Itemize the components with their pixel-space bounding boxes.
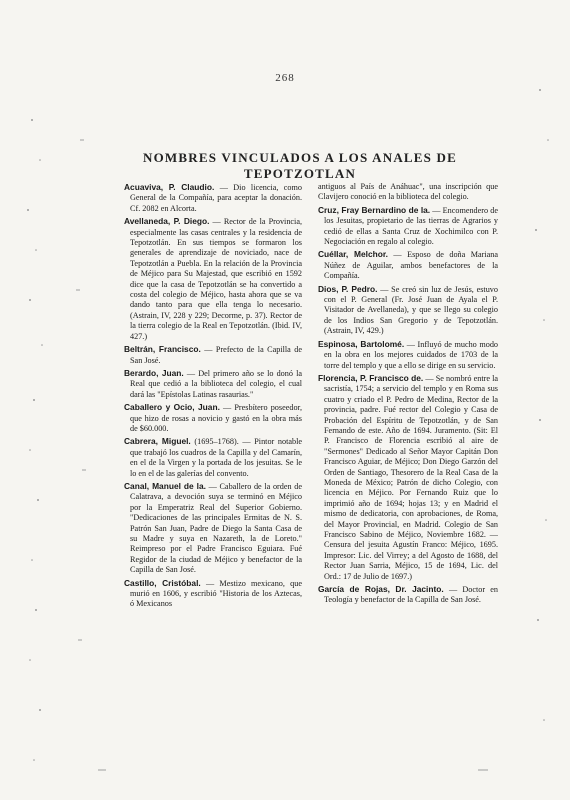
- entry-text: — Encomendero de los Jesuitas, propietario de las tierras de Agrarios y cedió de ellas a Santa Cruz de Xochimilco con P. Negociación en regalo al colegio.: [324, 205, 498, 247]
- entry-text: — Del primero año se lo donó la Real que cedió a la biblioteca del colegio, el cual dará las "Epístolas Latinas rasaurias.": [130, 368, 302, 399]
- list-item: [124, 182, 302, 214]
- list-item: [124, 368, 302, 400]
- entry-headword: Florencia, P. Francisco de.: [318, 372, 424, 383]
- entry-text: — Se nombró entre la sacristía, 1754; a servicio del templo y en Roma sus cuatro y criado el P. Pedro de Medina, Rector de la provincia, padre. Fué rector del Colegio y Casa de Probación del Espíritu de Tepotzotlán, y de San Fernando de este. Año de 1694. Juramento. (Sit: El P. Francisco de Florencia escribió al aire de "Sermones" Dedicado al Señor Mayor Capitán Don Francisco Aguiar, de Méjico; Don Diego Garzón del Orden de Santiago, Thesorero de la Real Casa de la Moneda de México; Patrón de dicho Colegio, con licencia en Méjico. Por Fernando Ruiz que lo imprimió año de 1694; hojas 13; y en Madrid el mismo de dedicatoria, con aprobaciones, de Roma, del Mayor Provincial, en Madrid. Colegio de San Francisco Sabino de Méjico, Noviembre 1682. — Censura del jesuita Agustín Franco: Méjico, 1695. Impresor: Lic. del Virrey; a del Agosto de 1688, del Rector Juan Sarria, Méjico, 15 de 1694, Lic. del Ord.: 17 de Julio de 1697.): [324, 373, 498, 581]
- entry-text: — Mestizo mexicano, que murió en 1606, y escribió "Historia de los Aztecas, ó Mexicanos: [130, 578, 302, 609]
- page-title: NOMBRES VINCULADOS A LOS ANALES DE TEPOTZOTLAN: [143, 150, 457, 181]
- entry-text: (1695–1768). — Pintor notable que trabajó los cuadros de la Capilla y del Camarín, en el de la Virgen y la portada de los jesuitas. Se le lo en el de las galerías del convento.: [130, 437, 302, 478]
- entry-text: — Se creó sin luz de Jesús, estuvo con el P. General (Fr. José Juan de Ayala el P. Visitador de Avellaneda), y que se llego su colegio de los Indios San Gregorio y de Tepotzotlán. (Astrain, IV, 429.): [324, 284, 498, 336]
- entry-headword: García de Rojas, Dr. Jacinto.: [318, 584, 444, 595]
- entry-headword: Berardo, Juan.: [124, 367, 184, 378]
- list-item: [124, 436, 302, 479]
- list-item: [124, 344, 302, 366]
- list-item: [318, 373, 498, 582]
- entry-headword: Canal, Manuel de la.: [124, 480, 206, 491]
- list-item: [124, 578, 302, 610]
- entry-text: — Esposo de doña Mariana Núñez de Aguilar, ambos benefactores de la Compañía.: [324, 250, 498, 281]
- entry-text: — Prefecto de la Capilla de San José.: [130, 345, 302, 365]
- entry-headword: Caballero y Ocio, Juan.: [124, 402, 220, 413]
- entry-text: antiguos al País de Anáhuac", una inscripción que Clavijero conoció en la biblioteca del colegio.: [318, 182, 498, 202]
- entry-headword: Beltrán, Francisco.: [124, 344, 201, 355]
- list-item: [318, 205, 498, 248]
- entry-headword: Dios, P. Pedro.: [318, 283, 378, 294]
- entry-text: — Caballero de la orden de Calatrava, a devoción suya se terminó en Méjico por la Emperatriz Real del Superior Gobierno. "Dedicaciones de las principales Ermitas de N. S. Patrón San Juan, Padre de Diego la Santa Casa de su Madre y suya en Nazareth, la de Loreto." Reimpreso por el Padre Francisco Eguiara. Fué Regidor de la ciudad de Méjico y benefactor de la Capilla de San José.: [130, 481, 302, 575]
- list-item: [124, 402, 302, 434]
- list-item: [318, 284, 498, 337]
- list-item: [318, 339, 498, 371]
- list-item: [318, 584, 498, 606]
- list-item: [318, 249, 498, 281]
- entry-text: — Presbítero poseedor, que hizo de rosas a novicio y gastó en la obra más de $60.000.: [130, 403, 302, 433]
- entry-headword: Castillo, Cristóbal.: [124, 577, 201, 588]
- list-item: [124, 216, 302, 342]
- entry-headword: Cabrera, Miguel.: [124, 436, 191, 447]
- entry-text: — Rector de la Provincia, especialmente las casas centrales y la residencia de Tepotzotlán. En sus tiempos se formaron los generales de aprendizaje de noviciado, nace de Tepotzotlán a Puebla. En la relación de la Provincia de Méjico para Su Majestad, que escribió en 1592 dice que la casa de Tepotzotlán se ha convertido a costa del colegio de Méjico, hasta ahora que se va dando tanto para que ella tenga lo necesario. (Astrain, IV, 228 y 229; Decorme, p. 37). Rector de la tierra colegio de la Real en Tepotzotlán. (Ibid. IV, 427.): [130, 217, 302, 341]
- list-item: [124, 481, 302, 576]
- entry-text: — Doctor en Teología y benefactor de la Capilla de San José.: [324, 585, 498, 605]
- page-number: 268: [275, 72, 295, 84]
- entry-headword: Avellaneda, P. Diego.: [124, 216, 210, 227]
- entry-text: — Dio licencia, como General de la Compañía, para aceptar la donación. Cf. 2082 en Alcorta.: [130, 183, 302, 213]
- right-column: [318, 182, 498, 772]
- entry-headword: Cruz, Fray Bernardino de la.: [318, 204, 431, 215]
- entry-text: — Influyó de mucho modo en la obra en los mejores cuidados de 1703 de la torre del templo y que a ello se dirige en su servicio.: [324, 339, 498, 370]
- continued-text: [318, 182, 498, 203]
- entry-headword: Espinosa, Bartolomé.: [318, 338, 405, 349]
- entry-headword: Acuaviva, P. Claudio.: [124, 182, 215, 192]
- left-column: [124, 182, 302, 772]
- entry-headword: Cuéllar, Melchor.: [318, 249, 388, 260]
